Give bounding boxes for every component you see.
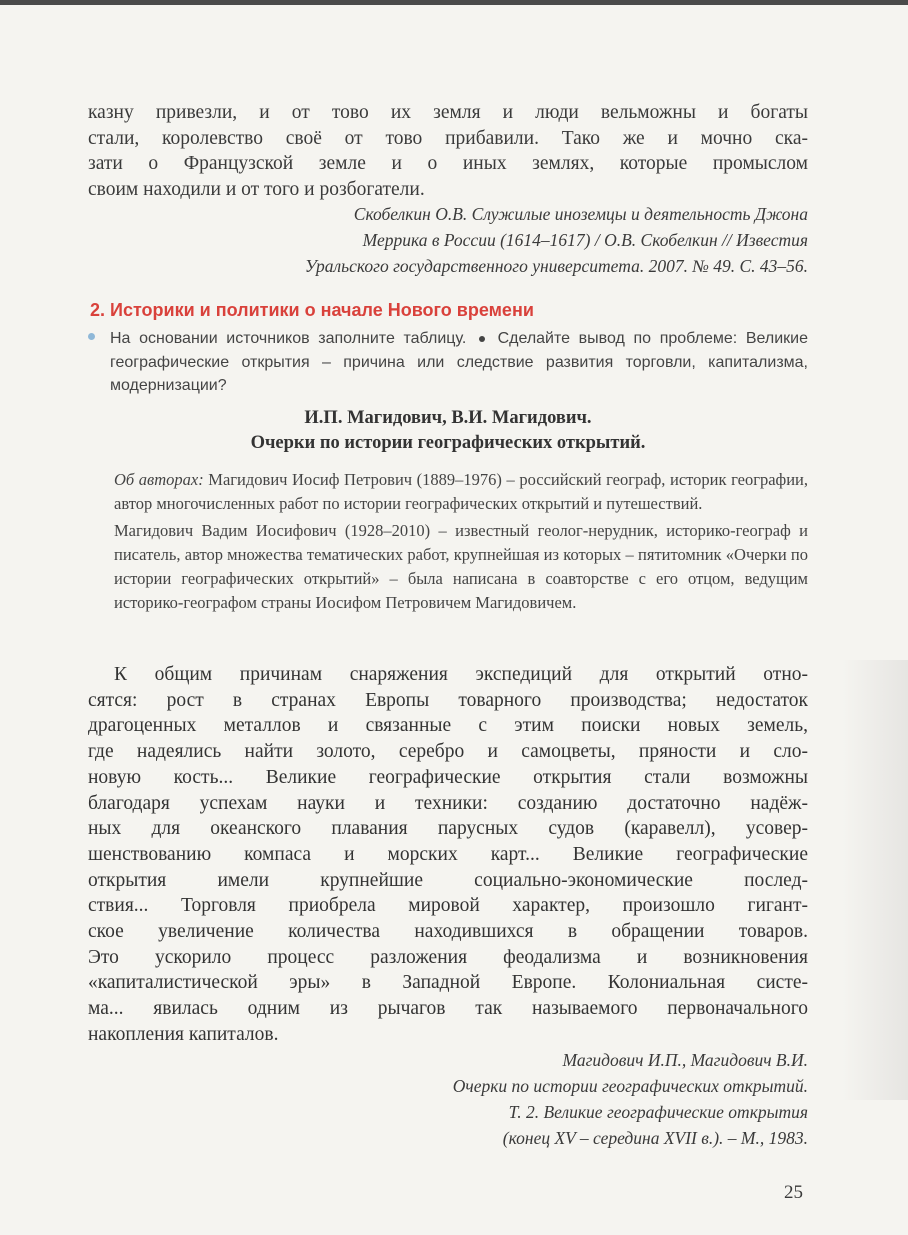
quote-top (88, 100, 808, 202)
quote-line: своим находили и от того и розбогатели. (88, 178, 425, 200)
main-line: накопления капиталов. (88, 1023, 279, 1045)
source-title-authors: И.П. Магидович, В.И. Магидович. (304, 408, 592, 428)
citation-line: Магидович И.П., Магидович В.И. (562, 1050, 808, 1070)
citation-line: Скобелкин О.В. Служилые иноземцы и деятельность Джона (353, 204, 808, 224)
citation-line: (конец XV – середина XVII в.). – М., 1983. (502, 1128, 808, 1148)
main-line: открытия имели крупнейшие социально-экономические послед- (88, 869, 808, 891)
page-number: 25 (784, 1182, 803, 1203)
quote-line: зати о Французской земле и о иных землях, которые промыслом (88, 153, 808, 174)
task-part-1: На основании источников заполните таблицу. (110, 330, 467, 347)
quote-line: стали, королевство своё от тово прибавили. Тако же и мочно ска- (88, 127, 808, 149)
citation-line: Т. 2. Великие географические открытия (508, 1102, 808, 1122)
main-line: благодаря успехам науки и техники: созданию достаточно надёж- (88, 792, 808, 814)
main-line: ствия... Торговля приобрела мировой характер, произошло гигант- (88, 895, 808, 917)
citation-line: Очерки по истории географических открытий. (452, 1076, 808, 1096)
about-text-1: Магидович Иосиф Петрович (1889–1976) – российский географ, историк географии, автор многочисленных работ по истории географических открытий и путешествий. (114, 470, 809, 513)
main-line: новую кость... Великие географические открытия стали возможны (88, 766, 808, 788)
quote-top-citation (108, 201, 808, 279)
main-line: драгоценных металлов и связанные с этим поиски новых земель, (88, 715, 808, 737)
about-paragraph-2: Магидович Вадим Иосифович (1928–2010) – известный геолог-нерудник, историко-географ и писатель, автор множества тематических работ, крупнейшая из которых – пятитомник «Очерки по истории географических открытий» – была написана в соавторстве с его отцом, ведущим историко-географом страны Иосифом Петровичем Магидовичем. (114, 521, 808, 612)
main-line: шенствованию компаса и морских карт... Великие географические (88, 843, 808, 865)
citation-line: Уральского государственного университета. 2007. № 49. С. 43–56. (304, 256, 808, 276)
source-title (88, 406, 808, 456)
main-line: где надеялись найти золото, серебро и самоцветы, пряности и сло- (88, 741, 808, 763)
main-line: К общим причинам снаряжения экспедиций для открытий отно- (114, 664, 808, 685)
main-line: сятся: рост в странах Европы товарного производства; недостаток (88, 689, 808, 711)
about-label: Об авторах: (114, 470, 204, 489)
scan-edge (0, 0, 908, 5)
main-line: ма... явилась одним из рычагов так называемого первоначального (88, 998, 808, 1020)
task-part-2: Сделайте вывод по проблеме: Великие географические открытия – причина или следствие развития торговли, капитализма, модернизации? (110, 330, 808, 394)
citation-line: Меррика в России (1614–1617) / О.В. Скобелкин // Известия (362, 230, 808, 250)
section-heading: 2. Историки и политики о начале Нового времени (90, 300, 534, 320)
main-quote (88, 662, 808, 1048)
about-paragraph-1 (88, 468, 808, 516)
bullet-icon (88, 333, 95, 340)
main-citation (108, 1047, 808, 1151)
main-line: ных для океанского плавания парусных судов (каравелл), усовер- (88, 818, 808, 840)
about-authors (88, 468, 808, 618)
quote-line: казну привезли, и от тово их земля и люди вельможны и богаты (88, 102, 808, 123)
source-title-work: Очерки по истории географических открытий. (250, 433, 646, 453)
dot-separator-icon (479, 336, 485, 342)
page-shadow (842, 660, 908, 1100)
main-line: Это ускорило процесс разложения феодализма и возникновения (88, 946, 808, 968)
main-line: «капиталистической эры» в Западной Европе. Колониальная систе- (88, 972, 808, 994)
main-line: ское увеличение количества находившихся в обращении товаров. (88, 921, 808, 943)
task-text (110, 327, 808, 398)
